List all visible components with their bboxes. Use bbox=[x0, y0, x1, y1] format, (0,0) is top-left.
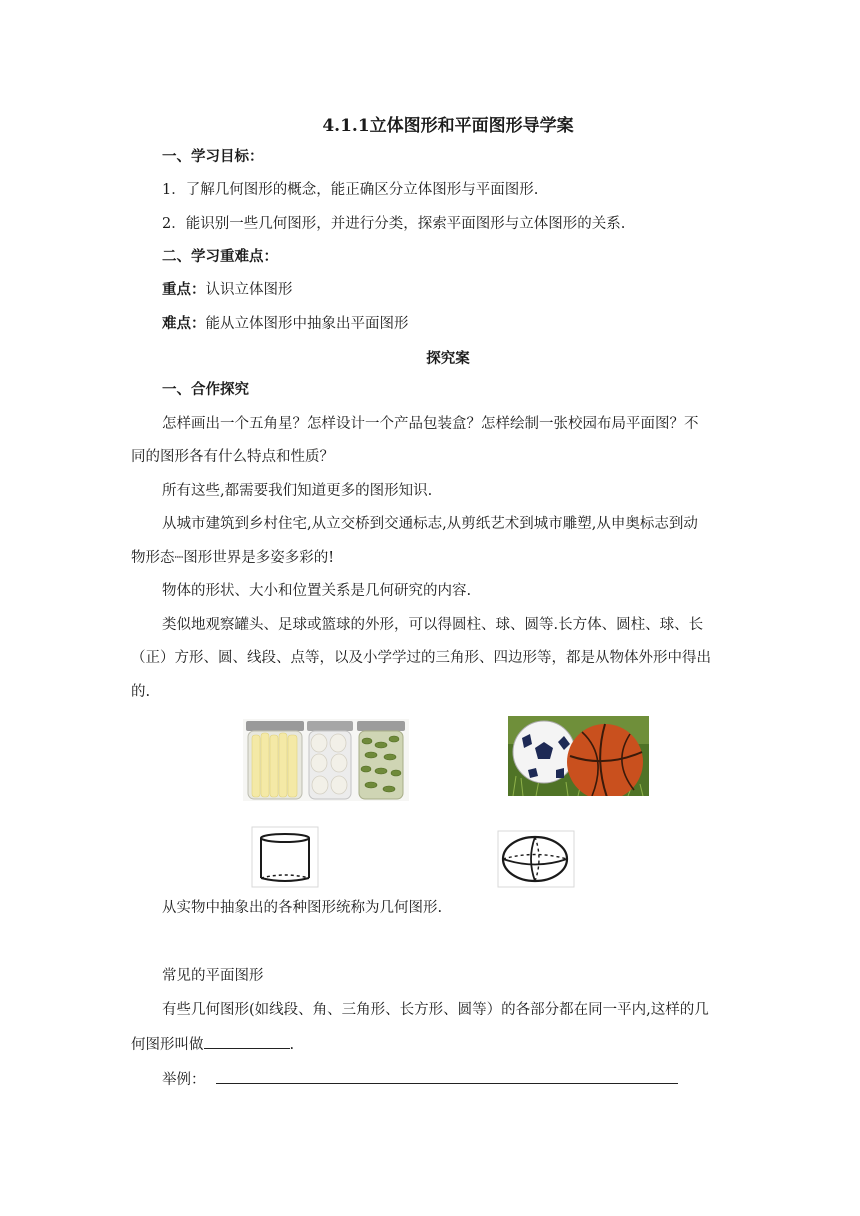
jars-photo bbox=[243, 719, 409, 801]
paragraph-line: 类似地观察罐头、足球或篮球的外形，可以得圆柱、球、圆等.长方体、圆柱、球、长 bbox=[162, 617, 704, 633]
paragraph-line: 怎样画出一个五角星？怎样设计一个产品包装盒？怎样绘制一张校园布局平面图？不 bbox=[162, 416, 699, 432]
plane-definition-text: 何图形叫做 bbox=[131, 1037, 204, 1053]
plane-definition-line-2 bbox=[131, 1033, 294, 1055]
difficult-point-text: 能从立体图形中抽象出平面图形 bbox=[205, 316, 409, 332]
goal-1: 1．了解几何图形的概念，能正确区分立体图形与平面图形. bbox=[162, 182, 539, 198]
paragraph-line: 的. bbox=[131, 684, 151, 700]
cylinder-diagram bbox=[251, 826, 319, 888]
paragraph-line: 物体的形状、大小和位置关系是几何研究的内容. bbox=[162, 583, 472, 599]
section-heading-keypoints: 二、学习重难点： bbox=[162, 248, 278, 265]
balls-illustration bbox=[508, 716, 649, 796]
paragraph-line: 物形态┈图形世界是多姿多彩的! bbox=[131, 550, 335, 566]
difficult-point-label: 难点： bbox=[162, 315, 206, 332]
paragraph-line: 所有这些,都需要我们知道更多的图形知识. bbox=[162, 483, 433, 499]
plane-definition-end: . bbox=[289, 1037, 295, 1053]
abstract-definition: 从实物中抽象出的各种图形统称为几何图形. bbox=[162, 900, 443, 916]
goal-2: 2．能识别一些几何图形，并进行分类，探索平面图形与立体图形的关系. bbox=[162, 216, 626, 232]
paragraph-line: 同的图形各有什么特点和性质？ bbox=[131, 449, 334, 465]
fill-blank-term[interactable] bbox=[204, 1033, 290, 1049]
jars-illustration bbox=[243, 719, 409, 801]
paragraph-line: 从城市建筑到乡村住宅,从立交桥到交通标志,从剪纸艺术到城市雕塑,从申奥标志到动 bbox=[162, 516, 698, 532]
plane-definition-line: 有些几何图形(如线段、角、三角形、长方形、圆等）的各部分都在同一平内,这样的几 bbox=[162, 1002, 709, 1018]
balls-photo bbox=[508, 716, 649, 796]
sphere-diagram bbox=[497, 830, 575, 888]
key-point-text: 认识立体图形 bbox=[205, 282, 293, 298]
section-heading-goals: 一、学习目标： bbox=[162, 148, 264, 165]
example-label: 举例： bbox=[162, 1072, 206, 1088]
paragraph-line: （正）方形、圆、线段、点等，以及小学学过的三角形、四边形等，都是从物体外形中得出 bbox=[131, 650, 711, 666]
cooperative-heading: 一、合作探究 bbox=[162, 381, 249, 398]
example-line bbox=[162, 1068, 678, 1090]
key-point-label: 重点： bbox=[162, 281, 206, 298]
difficult-point bbox=[162, 314, 409, 334]
page-title: 4.1.1立体图形和平面图形导学案 bbox=[322, 116, 574, 136]
plane-figures-heading: 常见的平面图形 bbox=[162, 968, 264, 984]
explore-heading: 探究案 bbox=[426, 350, 470, 367]
fill-blank-example[interactable] bbox=[216, 1068, 678, 1084]
key-point bbox=[162, 280, 293, 300]
